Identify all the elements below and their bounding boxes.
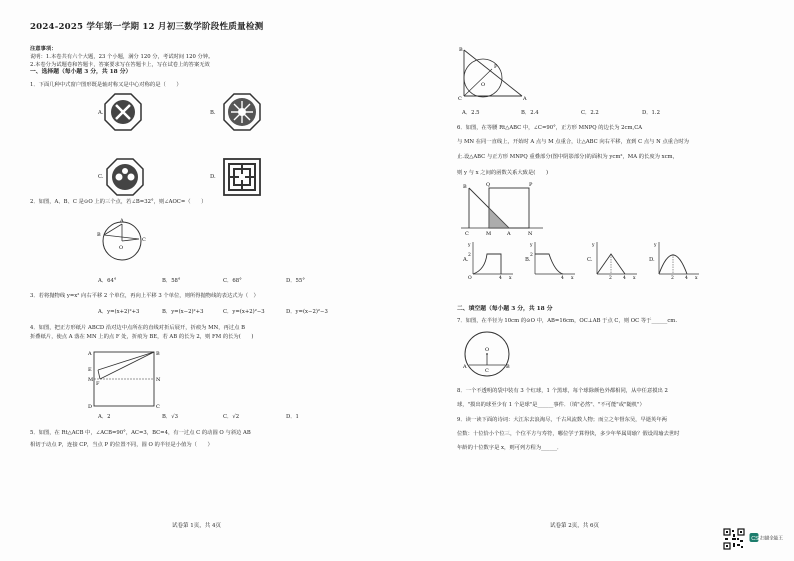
q4-label-e: E: [88, 367, 92, 373]
q2-label-o: O: [119, 245, 124, 251]
q6-line-4: 则 y 与 x 之间的函数关系大致是( ): [457, 170, 549, 176]
q6a-axis-y: y: [468, 243, 471, 248]
q1-window-d-figure: [223, 158, 261, 196]
q2-label-c: C: [142, 237, 146, 243]
q6c-axis-x: x: [633, 276, 636, 280]
q6d-axis-x: x: [695, 276, 698, 280]
q4-label-f: F: [96, 381, 100, 387]
note-1: 说明：1.本卷共有六个大题，23 个小题，满分 120 分，考试时间 120 分钟。: [30, 54, 214, 60]
q6c-tick-4: 4: [623, 276, 626, 280]
q6d-tick-4: 4: [685, 276, 688, 280]
q4-label-n: N: [156, 377, 161, 383]
q3-option-d: D．y=(x−2)²−3: [286, 309, 328, 315]
q6d-tick-2: 2: [671, 276, 674, 280]
q1-option-c: C.: [98, 174, 104, 180]
q7-label-c: C: [485, 368, 489, 374]
q9-line-3: 年龄的十位数字是 x，则可列方程为______．: [457, 445, 563, 451]
q6-label-m: M: [486, 231, 492, 237]
q3-option-a: A．y=(x+2)²+3: [98, 309, 140, 315]
notes-heading: 注意事项：: [30, 46, 57, 52]
q6-graph-b: [525, 240, 577, 280]
q6a-tick-4: 4: [499, 276, 502, 280]
q4-label-b: B: [156, 351, 160, 357]
q6-line-2: 与 MN 在同一直线上，开始时 A 点与 M 点重合，让△ABC 向右平移，直到 C 点与 N 点重合时为: [457, 139, 689, 145]
q4-label-c: C: [156, 404, 160, 410]
q2-option-b: B．58°: [162, 278, 181, 284]
q1-window-c-figure: [106, 158, 144, 196]
right-page: [397, 0, 794, 561]
q5-triangle-figure: [454, 46, 528, 102]
q3-option-b: B．y=(x−2)²+3: [162, 309, 204, 315]
q6-line-3: 止.设△ABC 与正方形 MNPQ 重叠部分(图中阴影部分)的面积为 ycm²，MA 的长度为 xcm，: [457, 154, 678, 160]
q2-option-c: C．68°: [223, 278, 242, 284]
exam-title: 2024-2025 学年第一学期 12 月初三数学阶段性质量检测: [30, 22, 264, 32]
q5-line-2: 相切于动点 P，连接 CP，当点 P 的位置不同，圆 O 的半径是小值为（ ）: [30, 442, 213, 448]
q6-label-n: N: [528, 231, 533, 237]
q5-option-c: C．2.2: [581, 110, 599, 116]
q5-line-1: 5．如图，在 Rt△ACB 中，∠ACB=90°，AC=3，BC=4，有一过点 C 的动圆 O 与斜边 AB: [30, 430, 251, 436]
note-2: 2.本卷分为试题卷和答题卡，答案要求写在答题卡上，写在试卷上的答案无效: [30, 62, 210, 68]
q3-option-c: C．y=(x+2)²−3: [223, 309, 265, 315]
q4-option-b: B．√3: [162, 414, 178, 420]
q6-option-d: D.: [649, 257, 655, 263]
q4-line-2: 折叠纸片，使点 A 落在 MN 上的点 F 处，折痕为 BE，若 AB 的长为 2，则 FM 的长为( ): [30, 334, 254, 340]
section-2-title: 二、填空题（每小题 3 分，共 18 分: [457, 306, 553, 312]
qr-code-icon: [723, 528, 745, 550]
q6-translation-figure: [459, 180, 545, 238]
q6-graph-c: [587, 240, 639, 280]
q2-option-d: D．55°: [286, 278, 305, 284]
q7-circle-figure: [461, 328, 513, 380]
q9-line-1: 9．读一读下面的诗词：大江东去浪淘尽，千古风流数人物；而立之年督东吴，早逝英年两: [457, 417, 667, 423]
left-page-footer: 试卷第 1页，共 4页: [172, 523, 221, 529]
q6-label-b: B: [463, 184, 467, 190]
q3-text: 3．若将抛物线 y=x² 向右平移 2 个单位，再向上平移 3 个单位，则所得抛物线的表达式为（ ）: [30, 293, 259, 299]
q4-line-1: 4．如图，把正方形纸片 ABCD 沿对边中点所在的直线对折后展开，折痕为 MN，再过点 B: [30, 325, 245, 331]
q6d-axis-y: y: [654, 243, 657, 248]
q4-option-d: D．1: [286, 414, 299, 420]
q7-text: 7．如图，在半径为 10cm 的⊙O 中，AB=16cm，OC⊥AB 于点 C，则 OC 等于______cm.: [457, 318, 678, 324]
q6-option-b: B.: [525, 257, 531, 263]
q6-label-q: Q: [486, 182, 491, 188]
q2-label-a: A: [120, 218, 124, 224]
q1-option-a: A.: [98, 110, 104, 116]
q6b-tick-4: 4: [561, 276, 564, 280]
q6a-axis-x: x: [509, 276, 512, 280]
q6b-axis-x: x: [571, 276, 574, 280]
q4-label-m: M: [88, 377, 94, 383]
q4-square-figure: [86, 348, 162, 410]
q4-label-a: A: [88, 351, 92, 357]
section-1-title: 一、选择题（每小题 3 分，共 18 分）: [30, 69, 132, 75]
q2-label-b: B: [97, 232, 101, 238]
q6-graph-d: [649, 240, 701, 280]
q6c-tick-2: 2: [609, 276, 612, 280]
q4-option-c: C．√2: [223, 414, 240, 420]
q6-label-c: C: [465, 231, 469, 237]
q5-option-a: A．2.5: [462, 110, 480, 116]
q6b-tick-2: 2: [530, 253, 533, 258]
q9-line-2: 位数：十位恰小个位三，个位平方与寿符，哪位学子算得快，多少年华属周瑜？假设周瑜去世时: [457, 431, 680, 437]
q1-option-b: B.: [210, 110, 216, 116]
q6-line-1: 6．如图，在等腰 Rt△ABC 中，∠C=90°，正方形 MNPQ 的边长为 2cm,CA: [457, 125, 643, 131]
q7-label-o: O: [485, 347, 490, 353]
q8-line-1: 8．一个不透明的袋中装有 3 个红球，1 个黑球，每个球除颜色外都相同，从中任意摸出 2: [457, 388, 668, 394]
q5-label-p: P: [494, 64, 498, 70]
scanner-app-name: 扫描全能王: [760, 536, 783, 542]
q7-label-b: B: [506, 364, 510, 370]
q1-window-b-figure: [223, 93, 261, 131]
svg-text:CS: CS: [751, 536, 759, 542]
q5-label-o: O: [481, 82, 486, 88]
q2-text: 2．如图，A、B、C 是⊙O 上的三个点，若∠B=32°，则∠AOC=（ ）: [30, 199, 207, 205]
q6-option-a: A.: [463, 257, 469, 263]
q6-label-a: A: [507, 231, 511, 237]
q4-label-d: D: [88, 404, 93, 410]
q5-option-b: B．2.4: [521, 110, 539, 116]
q4-option-a: A．2: [98, 414, 111, 420]
q6a-tick-2: 2: [468, 253, 471, 258]
q6-option-c: C.: [587, 257, 593, 263]
q5-label-a: A: [523, 96, 527, 102]
q5-option-d: D．1.2: [642, 110, 660, 116]
right-page-footer: 试卷第 2页，共 6页: [550, 523, 599, 529]
q8-line-2: 球，"摸出的球至少有 1 个是球"是______事件．（填"必然"、"不可能"或"随机"）: [457, 402, 645, 408]
q5-label-c: C: [458, 96, 462, 102]
q5-label-b: B: [459, 47, 463, 53]
q1-window-a-figure: [104, 93, 142, 131]
scanner-logo-icon: [749, 531, 783, 545]
q6c-axis-y: y: [592, 243, 595, 248]
q1-option-d: D.: [210, 174, 216, 180]
q2-circle-figure: [92, 216, 152, 266]
q6-label-p: P: [529, 182, 533, 188]
q7-label-a: A: [463, 364, 467, 370]
q6a-origin: O: [468, 276, 472, 280]
q6b-axis-y: y: [530, 243, 533, 248]
q1-text: 1．下面几种中式窗户图形既是轴对称又是中心对称的是（ ）: [30, 82, 182, 88]
q2-option-a: A．64°: [98, 278, 117, 284]
q6-graph-a: [463, 240, 515, 280]
